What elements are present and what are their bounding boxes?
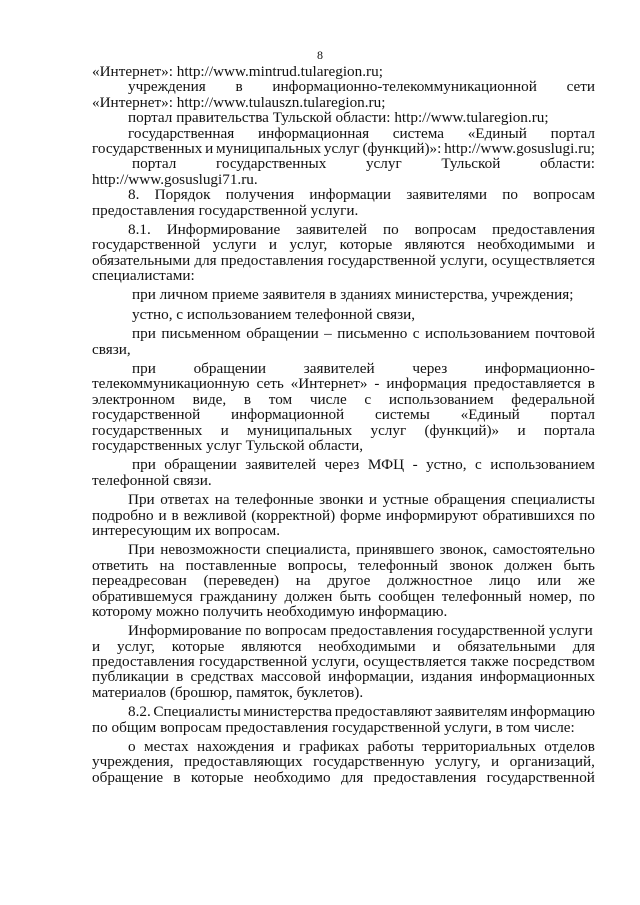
text-line [92, 508, 595, 523]
word: информационно- [484, 360, 595, 378]
word: о [128, 738, 136, 756]
word: другое [327, 572, 371, 590]
word: вопросам [414, 220, 477, 238]
text-line [92, 573, 595, 588]
word: и [491, 753, 500, 771]
word: области: [539, 155, 595, 173]
word: должностное [387, 572, 473, 590]
word: виде, [192, 390, 227, 408]
text-line [92, 307, 595, 322]
word: которые [171, 637, 225, 655]
word: должен [504, 556, 553, 574]
text-line [92, 542, 595, 557]
word: портал правительства Тульской области: http://www.tularegion.ru; [128, 109, 549, 127]
word: – [324, 325, 332, 343]
word: услуг [365, 155, 402, 173]
word: обязательными [457, 637, 556, 655]
word: на [295, 572, 311, 590]
word: государственных услуг Тульской области, [92, 436, 364, 454]
word: предоставления государственной услуги. [92, 201, 359, 219]
word: которому можно получить необходимую информацию. [92, 602, 448, 620]
word: том [268, 390, 293, 408]
word: использованием [490, 456, 595, 474]
text-line [92, 95, 595, 110]
word: услуг [370, 421, 407, 439]
word: использованием [424, 325, 530, 343]
word: которые [190, 768, 244, 786]
word: или [537, 572, 562, 590]
word: Информирование по вопросам предоставления государственной услуги [128, 622, 593, 640]
word: быть [339, 587, 372, 605]
text-line [92, 589, 595, 604]
word: и [517, 421, 526, 439]
word: и [432, 637, 441, 655]
word: государственных [216, 155, 327, 173]
word: специалистами: [92, 267, 195, 285]
text-line [92, 492, 595, 507]
word: Порядок [154, 186, 211, 204]
word: http://www.tulauszn.tularegion.ru; [176, 93, 386, 111]
text-line [92, 187, 595, 202]
word: же [577, 572, 595, 590]
word: также [470, 653, 509, 671]
word: быть [563, 556, 595, 574]
word: гражданину [199, 587, 278, 605]
word: и [158, 506, 167, 524]
text-line [92, 268, 595, 283]
word: звонок, [439, 541, 488, 559]
word: государственной [92, 236, 201, 254]
word: форме [340, 506, 382, 524]
word: государственной [199, 653, 308, 671]
text-line [92, 287, 595, 302]
word: и [205, 139, 214, 157]
word: предоставления [373, 768, 477, 786]
word: обращении [193, 360, 267, 378]
word: (корректной) [251, 506, 336, 524]
word: Информирование [166, 220, 281, 238]
word: «Единый [467, 124, 527, 142]
word: государственной [92, 406, 201, 424]
word: отделов [544, 738, 595, 756]
word: заявителям [434, 703, 508, 721]
word: и [586, 236, 595, 254]
word: государственных [92, 139, 203, 157]
word: услугу, [434, 753, 481, 771]
word: обращении [164, 456, 237, 474]
word: должен [284, 587, 333, 605]
word: телефонный [358, 556, 439, 574]
word: устные [382, 491, 429, 509]
word: в [243, 390, 252, 408]
word: числе [309, 390, 347, 408]
word: с [364, 390, 372, 408]
word: услуги, [311, 653, 360, 671]
word: 8.1. [128, 220, 151, 238]
word: вопросы, [287, 556, 347, 574]
text-line [92, 770, 595, 785]
word: система [392, 124, 445, 142]
word: на [214, 491, 230, 509]
text-line [92, 407, 595, 422]
word: по [502, 186, 519, 204]
text-line [92, 654, 595, 669]
word: через [412, 360, 448, 378]
word: местах [143, 738, 189, 756]
word: предоставления [492, 220, 595, 238]
word: необходимыми [477, 236, 575, 254]
word: обращение [92, 768, 164, 786]
word: осуществляется [491, 251, 595, 269]
text-line [92, 685, 595, 700]
word: лицо [489, 572, 521, 590]
word: федеральной [511, 390, 595, 408]
word: государственную [313, 753, 425, 771]
word: работы [367, 738, 414, 756]
word: предоставляется [473, 375, 581, 393]
word: в [587, 375, 595, 393]
word: муниципальных [247, 421, 353, 439]
text-line [92, 704, 595, 719]
text-line [92, 79, 595, 94]
word: поставленные [185, 556, 277, 574]
word: сеть [256, 375, 284, 393]
word: министерства [243, 703, 333, 721]
word: «Единый [460, 406, 520, 424]
word: Тульской [441, 155, 501, 173]
word: - [374, 375, 380, 393]
word: издания [420, 668, 473, 686]
word: самостоятельно [492, 541, 595, 559]
text-line [92, 739, 595, 754]
word: вопросам [533, 186, 595, 204]
word: специалиста, [265, 541, 351, 559]
word: с [412, 325, 420, 343]
word: заявителей [245, 456, 317, 474]
text-line [92, 604, 595, 619]
word: принявшего [356, 541, 435, 559]
word: с [475, 456, 482, 474]
text-line [92, 361, 595, 376]
word: по общим вопросам предоставления государственной услуги, в том числе: [92, 718, 575, 736]
word: подробно [92, 506, 154, 524]
word: сообщен [378, 587, 435, 605]
word: государственных [92, 421, 203, 439]
word: (переведен) [203, 572, 280, 590]
word: услуг [323, 139, 360, 157]
word: в [173, 768, 181, 786]
text-line [92, 156, 595, 171]
word: «Интернет» [290, 375, 368, 393]
word: телефонный [441, 587, 522, 605]
word: устно, с использованием телефонной связи, [132, 305, 416, 323]
text-line [92, 110, 595, 125]
word: для [572, 637, 595, 655]
word: услуг, [289, 236, 328, 254]
word: номер, [528, 587, 573, 605]
word: графиках [299, 738, 360, 756]
word: которые [339, 236, 393, 254]
page-number: 8 [317, 48, 323, 62]
text-line [92, 473, 595, 488]
word: являются [241, 637, 302, 655]
text-line [92, 172, 595, 187]
word: для [340, 768, 364, 786]
word: осуществляется [363, 653, 467, 671]
word: портал [550, 124, 595, 142]
word: в [176, 668, 184, 686]
text-line [92, 222, 595, 237]
word: телефонные [235, 491, 314, 509]
word: - [412, 456, 418, 474]
word: через [324, 456, 360, 474]
word: информации [309, 186, 392, 204]
word: (функций)» [424, 421, 500, 439]
word: При [128, 541, 155, 559]
word: обратившихся [482, 506, 575, 524]
word: письменном [161, 325, 241, 343]
word: информационная [257, 124, 370, 142]
word: при [132, 456, 156, 474]
word: услуги [212, 236, 257, 254]
word: и [268, 236, 278, 254]
word: Специалисты [153, 703, 241, 721]
word: посредством [512, 653, 595, 671]
word: территориальных [422, 738, 536, 756]
word: и [282, 738, 291, 756]
word: публикации [92, 668, 169, 686]
word: обязательными [92, 251, 191, 269]
word: средствах [190, 668, 254, 686]
text-line [92, 126, 595, 141]
text-line [92, 376, 595, 391]
word: сети [566, 78, 595, 96]
word: и [220, 421, 229, 439]
word: переадресован [92, 572, 187, 590]
word: государственной [486, 768, 595, 786]
word: (функций)»: [362, 139, 442, 157]
text-line [92, 203, 595, 218]
word: ответить [92, 556, 149, 574]
word: в [235, 78, 243, 96]
word: портала [543, 421, 595, 439]
word: учреждения [128, 78, 206, 96]
word: необходимо [253, 768, 331, 786]
word: массовой [260, 668, 322, 686]
word: предоставляют [334, 703, 433, 721]
word: заявителей [296, 220, 368, 238]
text-line [92, 669, 595, 684]
word: получения [225, 186, 295, 204]
word: портал [132, 155, 177, 173]
word: 8. [128, 186, 140, 204]
text-line [92, 141, 595, 156]
word: учреждения, [92, 753, 174, 771]
text-line [92, 720, 595, 735]
word: интересующим их вопросам. [92, 521, 281, 539]
document-body [92, 64, 595, 785]
text-line [92, 754, 595, 769]
text-line [92, 639, 595, 654]
word: информации, [328, 668, 414, 686]
word: http://www.mintrud.tularegion.ru; [176, 63, 383, 80]
word: муниципальных [216, 139, 322, 157]
word: услуг, [117, 637, 155, 655]
word: государственной [327, 251, 436, 269]
word: звонки [319, 491, 364, 509]
word: по [382, 220, 399, 238]
text-line [92, 438, 595, 453]
word: на [159, 556, 175, 574]
word: специалисты [510, 491, 595, 509]
word: системы [374, 406, 430, 424]
word: звонок [449, 556, 494, 574]
word: электронном [92, 390, 175, 408]
word: являются [404, 236, 465, 254]
word: обратившемуся [92, 587, 193, 605]
word: При [128, 491, 155, 509]
word: невозможности [160, 541, 261, 559]
word: связи, [92, 340, 131, 358]
word: «Интернет»: [92, 63, 177, 80]
word: устно, [426, 456, 467, 474]
word: для [194, 251, 217, 269]
word: ответах [160, 491, 210, 509]
text-line [92, 523, 595, 538]
word: заявителей [303, 360, 375, 378]
word: 8.2. [128, 703, 151, 721]
word: при [132, 325, 156, 343]
word: телекоммуникационную [92, 375, 250, 393]
text-line [92, 237, 595, 252]
word: информационной [231, 406, 345, 424]
word: информируют [386, 506, 478, 524]
word: почтовой [535, 325, 595, 343]
word: информация [386, 375, 467, 393]
word: государственная [128, 124, 235, 142]
word: письменно [337, 325, 408, 343]
word: организаций, [509, 753, 595, 771]
word: информацию [510, 703, 595, 721]
word: при личном приеме заявителя в зданиях министерства, учреждения; [132, 286, 574, 304]
word: необходимыми [318, 637, 416, 655]
word: по [579, 587, 595, 605]
word: предоставления [220, 251, 324, 269]
word: МФЦ [367, 456, 405, 474]
word: и [92, 637, 101, 655]
word: заявителями [406, 186, 488, 204]
word: http://www.gosuslugi71.ru. [92, 170, 258, 188]
word: информационных [479, 668, 595, 686]
text-line [92, 253, 595, 268]
word: телефонной связи. [92, 471, 212, 489]
text-line [92, 326, 595, 341]
word: использованием [388, 390, 494, 408]
text-line [92, 457, 595, 472]
word: «Интернет»: [92, 93, 177, 111]
word: вежливой [183, 506, 247, 524]
word: при [132, 360, 156, 378]
word: http://www.gosuslugi.ru; [444, 139, 595, 157]
word: информационно-телекоммуникационной [272, 78, 537, 96]
word: нахождения [196, 738, 275, 756]
text-line [92, 392, 595, 407]
word: портал [550, 406, 595, 424]
word: и [368, 491, 378, 509]
word: обращении [246, 325, 319, 343]
word: услуги, [440, 251, 488, 269]
word: по [579, 506, 595, 524]
word: материалов (брошюр, памяток, буклетов). [92, 683, 364, 701]
word: предоставляющих [184, 753, 303, 771]
word: в [171, 506, 179, 524]
text-line [92, 64, 595, 79]
word: обращения [434, 491, 506, 509]
word: предоставления [92, 653, 195, 671]
text-line [92, 558, 595, 573]
text-line [92, 623, 595, 638]
text-line [92, 342, 595, 357]
text-line [92, 423, 595, 438]
